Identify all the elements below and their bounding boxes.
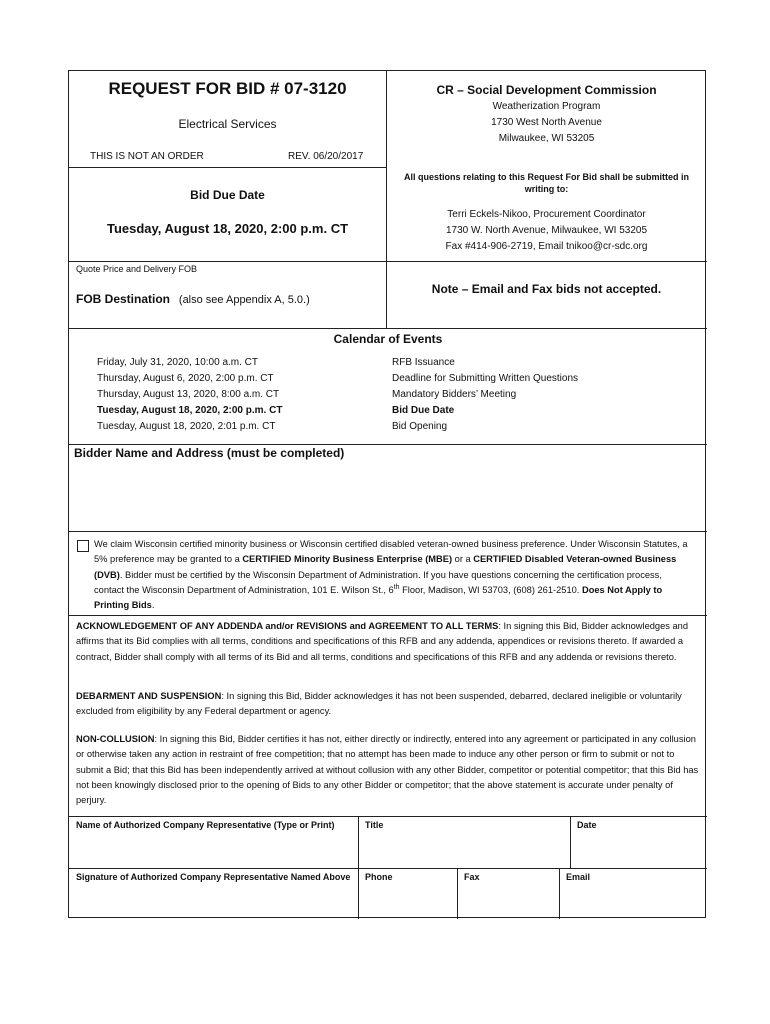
rule: [69, 261, 707, 262]
phone-label: Phone: [365, 872, 393, 882]
preference-text: Floor, Madison, WI 53703, (608) 261-2510.: [399, 584, 582, 595]
signature-label: Signature of Authorized Company Representative Named Above: [76, 872, 351, 882]
rule: [69, 328, 707, 329]
calendar-row: [97, 421, 687, 437]
bid-due-label: Bid Due Date: [190, 188, 265, 202]
rule: [69, 816, 707, 817]
calendar-row: [97, 373, 687, 389]
email-fax-note: Note – Email and Fax bids not accepted.: [431, 282, 662, 296]
event-date: Tuesday, August 18, 2020, 2:01 p.m. CT: [97, 421, 276, 432]
calendar-row: [97, 389, 687, 405]
preference-printing: Does Not Apply to Printing Bids: [94, 584, 663, 611]
rule: [69, 615, 707, 616]
agency-program: Weatherization Program: [492, 101, 601, 112]
preference-text: We claim Wisconsin certified minority business or Wisconsin certified disabled veteran-owned business preference. Under Wisconsin Statutes, a 5% preference may be granted to a: [94, 539, 688, 565]
event-name: RFB Issuance: [392, 357, 455, 368]
collusion-paragraph: [76, 732, 700, 808]
calendar-events: [97, 357, 687, 437]
collusion-text: : In signing this Bid, Bidder certifies it has not, either directly or indirectly, entered into any agreement or participated in any collusion or otherwise taken any action in restraint of free competition; that no attempt has been made to induce any other person or firm to submit or not to submit a Bid; that this Bid has been independently arrived at without collusion with any other Bidder, competitor or potential competitor; that this Bid has not been knowingly disclosed prior to the opening of Bids to any other Bidder or competitor; that the above statement is accurate under penalty of perjury.: [76, 734, 699, 806]
rule: [69, 868, 707, 869]
email-label: Email: [566, 872, 591, 882]
fob-note: (also see Appendix A, 5.0.): [178, 294, 310, 306]
bidder-name-address-field[interactable]: [69, 463, 707, 529]
bidder-name-label: Bidder Name and Address (must be completed): [74, 446, 345, 460]
bid-due-date: Tuesday, August 18, 2020, 2:00 p.m. CT: [106, 221, 349, 236]
event-date: Thursday, August 13, 2020, 8:00 a.m. CT: [97, 389, 280, 400]
event-date: Tuesday, August 18, 2020, 2:00 p.m. CT: [97, 405, 283, 416]
contact-fax-email: Fax #414-906-2719, Email tnikoo@cr-sdc.org: [445, 241, 648, 252]
not-an-order-label: THIS IS NOT AN ORDER: [90, 151, 204, 162]
agency-name: CR – Social Development Commission: [436, 83, 657, 97]
rule: [69, 444, 707, 445]
preference-mbe: CERTIFIED Minority Business Enterprise (MBE): [242, 554, 453, 565]
preference-text: .: [151, 600, 155, 611]
fob-line: [76, 290, 310, 308]
contact-name: Terri Eckels-Nikoo, Procurement Coordinator: [447, 209, 646, 220]
preference-superscript: th: [393, 583, 400, 591]
preference-checkbox[interactable]: [77, 540, 89, 552]
fax-field[interactable]: [457, 884, 559, 919]
calendar-row: [97, 357, 687, 373]
request-for-bid-form: [68, 70, 706, 918]
preference-dvb: CERTIFIED Disabled Veteran-owned Business (DVB): [94, 554, 677, 580]
signature-field[interactable]: [69, 884, 358, 919]
calendar-row: [97, 405, 687, 421]
title-label: Title: [365, 820, 384, 830]
revision-date: REV. 06/20/2017: [288, 151, 364, 162]
rep-name-field[interactable]: [69, 832, 358, 868]
questions-intro: All questions relating to this Request For Bid shall be submitted in writing to:: [403, 172, 690, 194]
acknowledgement-heading: ACKNOWLEDGEMENT OF ANY ADDENDA and/or REVISIONS and AGREEMENT TO ALL TERMS: [76, 621, 499, 631]
event-name: Mandatory Bidders’ Meeting: [392, 389, 517, 400]
event-name: Deadline for Submitting Written Questions: [392, 373, 579, 384]
acknowledgement-text: : In signing this Bid, Bidder acknowledges and affirms that its Bid complies with all terms, conditions and specifications of this RFB and any addenda, appendices or revisions thereto. If awarded a contract, Bidder shall comply with all terms of its Bid and all terms, conditions and specifications of this RFB and any addenda or revisions thereto.: [76, 621, 689, 662]
preference-text: or a: [452, 554, 474, 565]
fob-destination: FOB Destination: [76, 292, 171, 306]
collusion-heading: NON-COLLUSION: [76, 734, 155, 744]
event-date: Thursday, August 6, 2020, 2:00 p.m. CT: [97, 373, 274, 384]
date-field[interactable]: [570, 832, 707, 868]
acknowledgement-paragraph: [76, 619, 700, 665]
event-date: Friday, July 31, 2020, 10:00 a.m. CT: [97, 357, 259, 368]
calendar-title: Calendar of Events: [333, 332, 443, 346]
phone-field[interactable]: [358, 884, 457, 919]
fax-label: Fax: [464, 872, 480, 882]
rep-name-label: Name of Authorized Company Representative (Type or Print): [76, 820, 335, 830]
preference-claim: [94, 537, 690, 613]
rule: [69, 167, 386, 168]
rule: [69, 531, 707, 532]
agency-street: 1730 West North Avenue: [491, 117, 602, 128]
fob-small-label: Quote Price and Delivery FOB: [76, 264, 198, 274]
debarment-paragraph: [76, 689, 700, 720]
debarment-text: : In signing this Bid, Bidder acknowledges it has not been suspended, debarred, declared ineligible or voluntarily excluded from eligibility by any Federal department or agency.: [76, 691, 682, 717]
title-field[interactable]: [358, 832, 570, 868]
agency-city: Milwaukee, WI 53205: [498, 133, 595, 144]
date-label: Date: [577, 820, 597, 830]
email-field[interactable]: [559, 884, 707, 919]
rfb-subtitle: Electrical Services: [178, 117, 277, 131]
event-name: Bid Due Date: [392, 405, 455, 416]
preference-text: . Bidder must be certified by the Wisconsin Department of Administration. If you have questions concerning the certification process, contact the Wisconsin Department of Administration, 101 E. Wilson St., 6: [94, 569, 662, 595]
debarment-heading: DEBARMENT AND SUSPENSION: [76, 691, 222, 701]
rfb-title: REQUEST FOR BID # 07-3120: [108, 79, 347, 98]
event-name: Bid Opening: [392, 421, 448, 432]
contact-address: 1730 W. North Avenue, Milwaukee, WI 53205: [445, 225, 648, 236]
